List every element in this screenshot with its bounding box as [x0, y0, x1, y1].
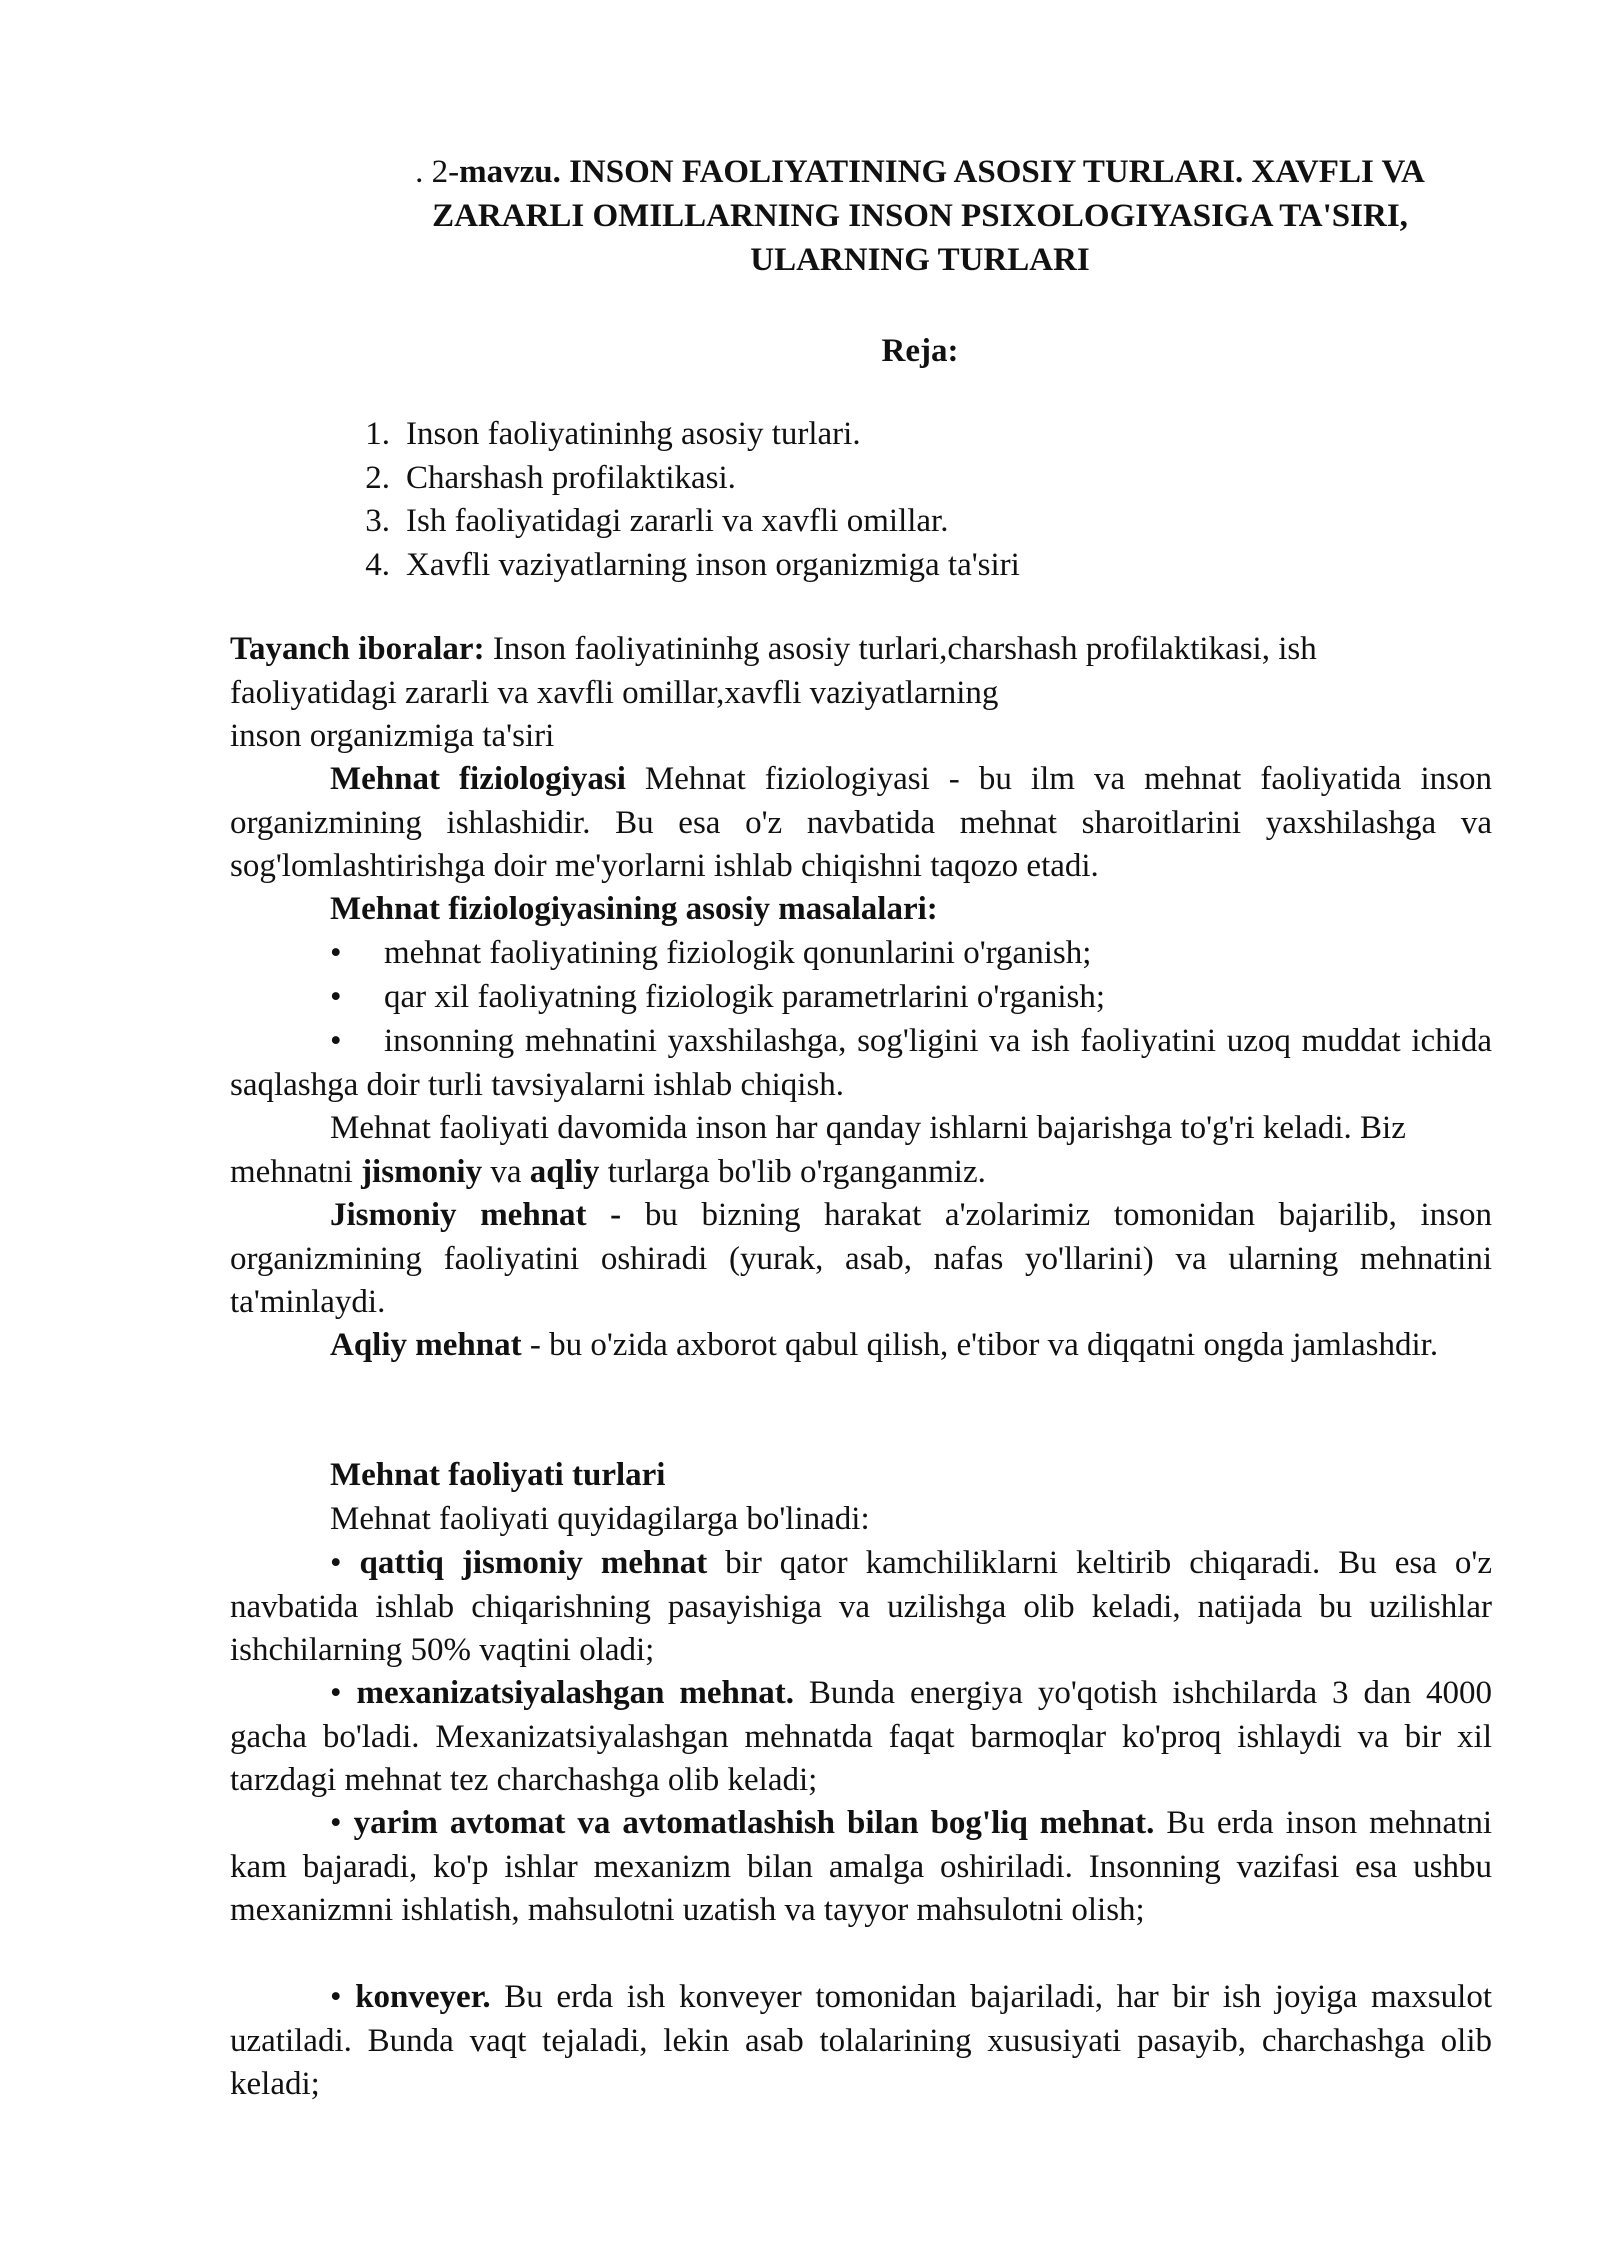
plan-list	[330, 413, 1020, 587]
plan-item	[330, 457, 1020, 501]
plan-item-number: 2.	[365, 459, 390, 496]
plan-item-text: Inson faoliyatininhg asosiy turlari.	[406, 416, 861, 452]
aqliy-term: Aqliy mehnat	[330, 1327, 522, 1363]
plan-item	[330, 544, 1020, 588]
turlari-item-term: mexanizatsiyalashgan mehnat.	[356, 1675, 794, 1711]
fiziologiya-term: Mehnat fiziologiyasi	[330, 761, 626, 797]
turlari-item-text: bir qator kamchiliklarni keltirib chiqaradi. Bu esa o'z navbatida ishlab chiqarishning pasayishiga va uzilishga olib keladi, natijada bu uzilishlar ishchilarning 50% vaqtini oladi;	[230, 1545, 1492, 1668]
turlari-item: • konveyer. Bu erda ish konveyer tomonidan bajariladi, har bir ish joyiga maxsulot uzatiladi. Bunda vaqt tejaladi, lekin asab tolalarining xususiyati pasayib, charchashga olib keladi;	[230, 1979, 1492, 2102]
turlari-item: • qattiq jismoniy mehnat bir qator kamchiliklarni keltirib chiqaradi. Bu esa o'z navbatida ishlab chiqarishning pasayishiga va uzilishga olib keladi, natijada bu uzilishlar ishchilarning 50% vaqtini oladi;	[230, 1545, 1492, 1668]
plan-item	[330, 413, 1020, 457]
plan-item-number: 4.	[365, 546, 390, 583]
turlari-item-term: konveyer.	[355, 1979, 491, 2015]
turlari-item: • mexanizatsiyalashgan mehnat. Bunda energiya yo'qotish ishchilarda 3 dan 4000 gacha bo'ladi. Mexanizatsiyalashgan mehnatda faqat barmoqlar ko'proq ishlaydi va bir xil tarzdagi mehnat tez charchashga olib keladi;	[230, 1675, 1493, 1798]
davomida-paragraph: Mehnat faoliyati davomida inson har qanday ishlarni bajarishga to'g'ri keladi. Biz mehnatni jismoniy va aqliy turlarga bo'lib o'rganganmiz.	[230, 1110, 1406, 1190]
plan-item-text: Xavfli vaziyatlarning inson organizmiga ta'siri	[406, 546, 1020, 583]
masalalar-item-text: qar xil faoliyatning fiziologik parametrlarini o'rganish;	[384, 979, 1106, 1015]
masalalar-item-text: mehnat faoliyatining fiziologik qonunlarini o'rganish;	[384, 935, 1092, 971]
masalalar-heading: Mehnat fiziologiyasining asosiy masalalari:	[330, 891, 938, 927]
bullet-icon: •	[330, 979, 342, 1015]
turlari-intro: Mehnat faoliyati quyidagilarga bo'linadi:	[330, 1501, 870, 1537]
turlari-item: • yarim avtomat va avtomatlashish bilan bog'liq mehnat. Bu erda inson mehnatni kam bajaradi, ko'p ishlar mexanizm bilan amalga oshiriladi. Insonning vazifasi esa ushbu mexanizmni ishlatish, mahsulotni uzatish va tayyor mahsulotni olish;	[230, 1805, 1492, 1928]
keywords-line-3: inson organizmiga ta'siri	[230, 718, 555, 754]
plan-item-number: 3.	[365, 503, 390, 539]
plan-item-number: 1.	[365, 416, 390, 452]
turlari-item-term: yarim avtomat va avtomatlashish bilan bog'liq mehnat.	[353, 1805, 1155, 1841]
masalalar-item	[230, 1020, 1492, 1107]
plan-item-text: Charshash profilaktikasi.	[406, 459, 736, 496]
turlari-item-text: Bunda energiya yo'qotish ishchilarda 3 dan 4000 gacha bo'ladi. Mexanizatsiyalashgan mehnatda faqat barmoqlar ko'proq ishlaydi va bir xil tarzdagi mehnat tez charchashga olib keladi;	[230, 1675, 1493, 1798]
keywords-line-1: Inson faoliyatininhg asosiy turlari,charshash profilaktikasi, ish	[484, 631, 1317, 667]
turlari-item-text: Bu erda ish konveyer tomonidan bajariladi, har bir ish joyiga maxsulot uzatiladi. Bunda vaqt tejaladi, lekin asab tolalarining xususiyati pasayib, charchashga olib keladi;	[230, 1979, 1492, 2102]
plan-item-text: Ish faoliyatidagi zararli va xavfli omillar.	[406, 503, 949, 539]
turlari-heading: Mehnat faoliyati turlari	[330, 1457, 666, 1493]
aqliy-paragraph	[230, 1324, 1492, 1368]
keywords-paragraph	[230, 628, 1492, 759]
keywords-line-2: faoliyatidagi zararli va xavfli omillar,xavfli vaziyatlarning	[230, 674, 999, 711]
jismoniy-text: bu bizning harakat a'zolarimiz tomonidan bajarilib, inson organizmining faoliyatini oshiradi (yurak, asab, nafas yo'llarini) va ularning mehnatini ta'minlaydi.	[230, 1197, 1493, 1320]
turlari-item-term: qattiq jismoniy mehnat	[359, 1545, 708, 1581]
jismoniy-term: Jismoniy mehnat -	[330, 1197, 622, 1233]
bullet-icon: •	[330, 935, 342, 971]
masalalar-item	[330, 976, 1105, 1020]
title-prefix: . 2-	[415, 154, 460, 190]
title-bold: mavzu. INSON FAOLIYATINING ASOSIY TURLARI. XAVFLI VA ZARARLI OMILLARNING INSON PSIXOLOGIYASIGA TA'SIRI, ULARNING TURLARI	[432, 154, 1425, 278]
jismoniy-paragraph	[230, 1194, 1492, 1325]
bullet-icon: •	[330, 1023, 342, 1059]
fiziologiya-paragraph	[230, 758, 1492, 889]
turlari-item-text: Bu erda inson mehnatni kam bajaradi, ko'p ishlar mexanizm bilan amalga oshiriladi. Insonning vazifasi esa ushbu mexanizmni ishlatish, mahsulotni uzatish va tayyor mahsulotni olish;	[230, 1805, 1492, 1928]
masalalar-item	[330, 932, 1091, 976]
keywords-label: Tayanch iboralar:	[230, 631, 485, 667]
plan-item	[330, 500, 1020, 544]
masalalar-item-text: insonning mehnatini yaxshilashga, sog'ligini va ish faoliyatini uzoq muddat ichida saqlashga doir turli tavsiyalarni ishlab chiqish.	[230, 1023, 1492, 1103]
aqliy-text: - bu o'zida axborot qabul qilish, e'tibor va diqqatni ongda jamlashdir.	[521, 1327, 1439, 1363]
fiziologiya-text: Mehnat fiziologiyasi - bu ilm va mehnat faoliyatida inson organizmining ishlashidir. Bu esa o'z navbatida mehnat sharoitlarini yaxshilashga va sog'lomlashtirishga doir me'yorlarni ishlab chiqishni taqozo etadi.	[230, 761, 1492, 884]
document-title	[360, 150, 1480, 282]
plan-heading: Reja:	[881, 333, 959, 369]
